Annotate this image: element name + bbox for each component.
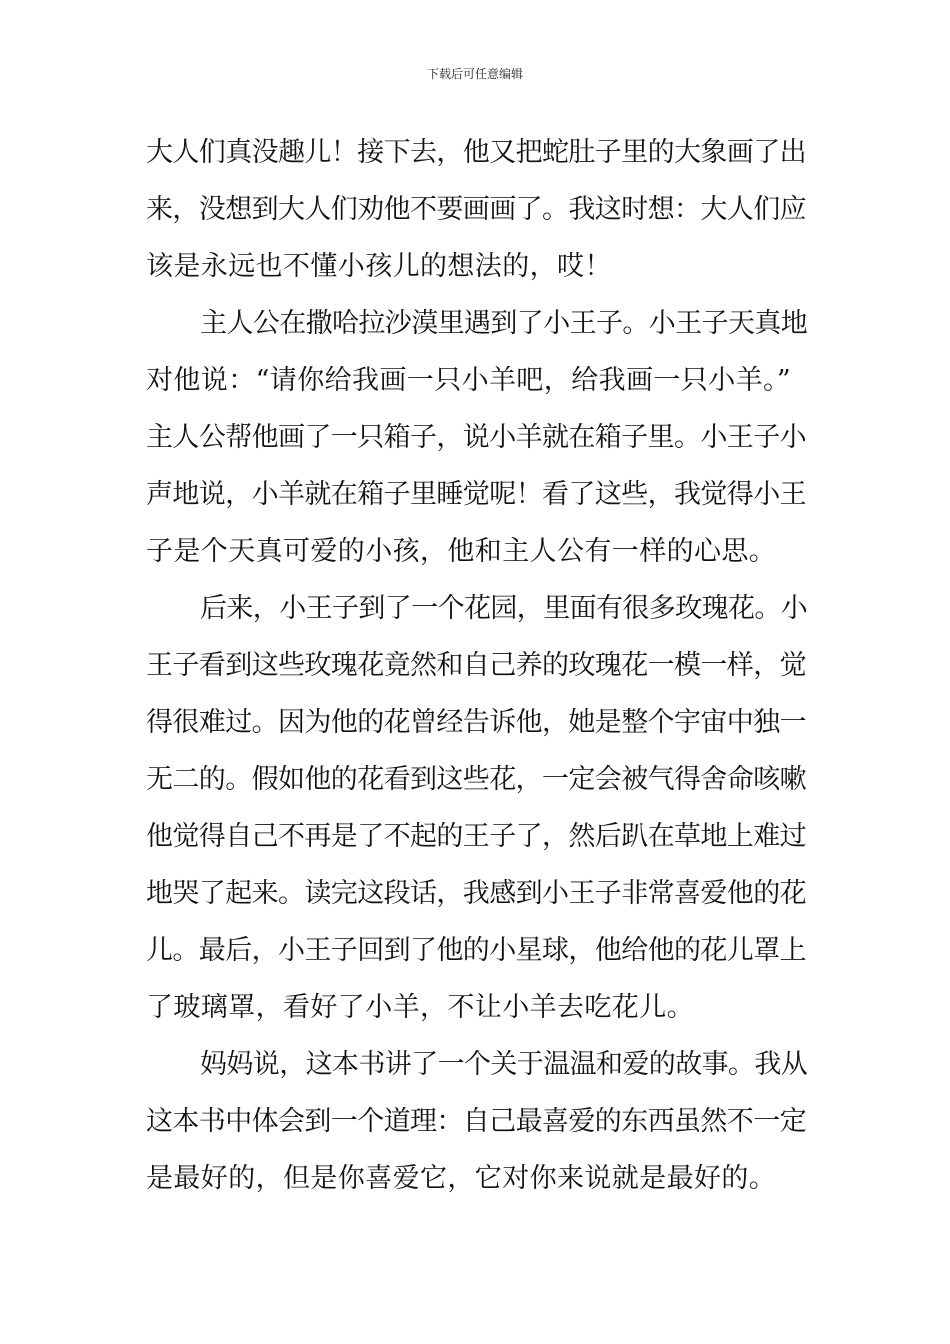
paragraph-1 <box>146 124 808 295</box>
text-line: 来，没想到大人们劝他不要画画了。我这时想：大人们应 <box>146 194 806 225</box>
text-line: 儿。最后，小王子回到了他的小星球，他给他的花儿罩上 <box>146 935 806 966</box>
text-line: 妈妈说，这本书讲了一个关于温温和爱的故事。我从 <box>200 1049 808 1080</box>
text-line: 主人公在撒哈拉沙漠里遇到了小王子。小王子天真地 <box>200 308 808 339</box>
paragraph-2 <box>146 295 808 580</box>
text-line: 后来，小王子到了一个花园，里面有很多玫瑰花。小 <box>200 593 808 624</box>
paragraph-3 <box>146 580 808 1036</box>
text-line: 子是个天真可爱的小孩，他和主人公有一样的心思。 <box>146 536 777 567</box>
text-line: 是最好的，但是你喜爱它，它对你来说就是最好的。 <box>146 1163 777 1194</box>
text-line: 无二的。假如他的花看到这些花，一定会被气得舍命咳嗽 <box>146 764 806 795</box>
text-line: 这本书中体会到一个道理：自己最喜爱的东西虽然不一定 <box>146 1106 806 1137</box>
document-body <box>146 124 808 1207</box>
text-line: 他觉得自己不再是了不起的王子了，然后趴在草地上难过 <box>146 821 806 852</box>
paragraph-4 <box>146 1036 808 1207</box>
text-line: 声地说，小羊就在箱子里睡觉呢！看了这些，我觉得小王 <box>146 479 806 510</box>
text-line: 得很难过。因为他的花曾经告诉他，她是整个宇宙中独一 <box>146 707 806 738</box>
text-line: 王子看到这些玫瑰花竟然和自己养的玫瑰花一模一样，觉 <box>146 650 806 681</box>
text-line: 地哭了起来。读完这段话，我感到小王子非常喜爱他的花 <box>146 878 806 909</box>
page-header: 下载后可任意编辑 <box>426 67 523 81</box>
text-line: 大人们真没趣儿！接下去，他又把蛇肚子里的大象画了出 <box>146 137 806 168</box>
text-line: 主人公帮他画了一只箱子，说小羊就在箱子里。小王子小 <box>146 422 806 453</box>
text-line: 该是永远也不懂小孩儿的想法的，哎！ <box>146 251 612 282</box>
text-line: 了玻璃罩，看好了小羊，不让小羊去吃花儿。 <box>146 992 694 1023</box>
text-line: 对他说：“请你给我画一只小羊吧，给我画一只小羊。” <box>146 365 792 396</box>
